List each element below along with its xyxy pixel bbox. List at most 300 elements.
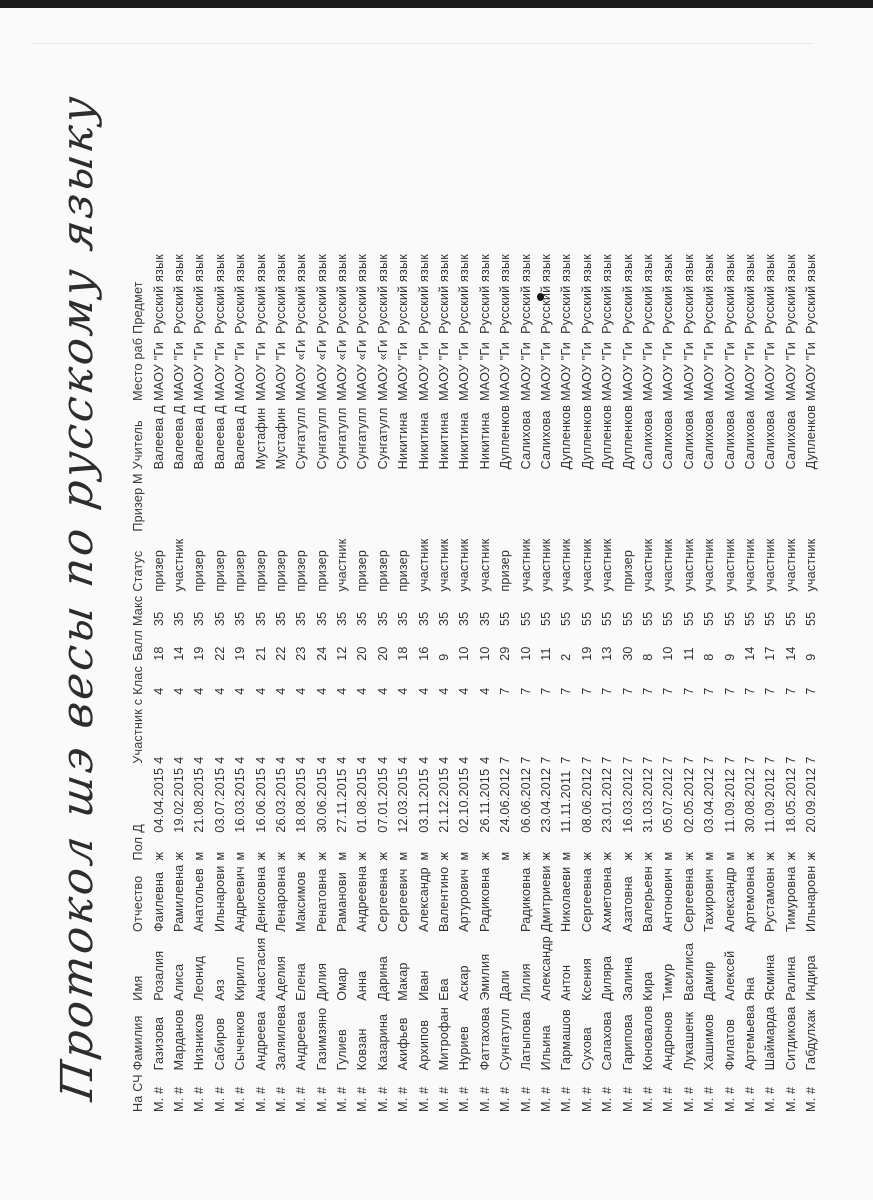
table-cell: Яна bbox=[742, 977, 757, 1001]
table-cell: Залина bbox=[620, 956, 635, 1001]
table-cell: участник bbox=[640, 538, 655, 592]
table-cell: МАОУ "Ги bbox=[212, 342, 227, 401]
table-row bbox=[454, 250, 474, 1114]
table-cell: Русский язык bbox=[539, 254, 553, 334]
table-cell: Филатов bbox=[722, 1018, 737, 1071]
table-cell: Сабиров bbox=[212, 1017, 227, 1071]
table-cell: Русский язык bbox=[498, 254, 513, 334]
table-cell: М. # bbox=[477, 1086, 492, 1112]
table-cell: призер bbox=[314, 549, 329, 592]
table-cell: участник bbox=[681, 538, 696, 592]
table-cell: Ралина bbox=[783, 956, 798, 1001]
table-cell: 9 bbox=[722, 653, 737, 661]
table-row bbox=[658, 250, 678, 1114]
table-cell: призер bbox=[355, 549, 370, 592]
table-cell: Дмитриеви bbox=[539, 865, 553, 932]
table-cell: Русский язык bbox=[253, 254, 268, 334]
table-cell: Индира bbox=[804, 955, 819, 1001]
table-cell: 4 bbox=[233, 756, 248, 764]
table-cell: 4 bbox=[355, 756, 370, 764]
table-cell: участник bbox=[477, 538, 492, 592]
table-cell: 7 bbox=[620, 687, 635, 695]
table-cell: МАОУ "Ги bbox=[477, 342, 492, 401]
table-cell: призер bbox=[375, 549, 390, 592]
table-cell: 9 bbox=[804, 653, 819, 661]
table-cell: МАОУ «Ги bbox=[294, 339, 309, 401]
table-cell: 7 bbox=[539, 687, 553, 695]
table-cell: ж bbox=[375, 851, 390, 861]
table-cell: М. # bbox=[681, 1086, 696, 1112]
table-cell: М. # bbox=[314, 1086, 329, 1112]
table-cell bbox=[515, 471, 535, 533]
table-cell: Русский язык bbox=[192, 254, 207, 334]
table-cell bbox=[781, 471, 801, 533]
table-cell: 55 bbox=[661, 611, 676, 627]
table-cell: М. # bbox=[742, 1086, 757, 1112]
table-cell: МАОУ "Ги bbox=[702, 342, 717, 401]
table-cell: Андреевна bbox=[355, 865, 370, 932]
table-row bbox=[373, 250, 393, 1114]
table-row bbox=[515, 250, 535, 1114]
table-row bbox=[230, 250, 250, 1114]
table-cell: 12 bbox=[335, 646, 350, 661]
table-cell: Гарипова bbox=[620, 1014, 635, 1071]
table-row bbox=[169, 250, 189, 1114]
table-cell: м bbox=[559, 851, 574, 861]
table-cell: 20 bbox=[355, 646, 370, 661]
table-cell: Валеева Д bbox=[171, 405, 186, 470]
table-cell: Никитина bbox=[457, 412, 472, 470]
table-cell: 14 bbox=[783, 646, 798, 661]
table-cell: м bbox=[335, 851, 350, 861]
table-cell: 16.03.2015 bbox=[233, 767, 248, 833]
table-row bbox=[189, 250, 209, 1114]
table-cell: призер bbox=[151, 549, 166, 592]
table-cell: Салихова bbox=[763, 410, 778, 470]
table-row bbox=[475, 250, 495, 1114]
table-cell: 7 bbox=[742, 687, 757, 695]
table-cell: 18 bbox=[396, 646, 411, 661]
table-cell: 27.11.2015 bbox=[335, 768, 350, 833]
table-cell: 4 bbox=[375, 756, 390, 764]
table-cell: 02.10.2015 bbox=[457, 767, 472, 833]
table-cell: Ковзан bbox=[355, 1028, 370, 1071]
table-cell: Русский язык bbox=[314, 254, 329, 334]
table-cell: Русский язык bbox=[212, 254, 227, 334]
table-cell bbox=[291, 471, 311, 533]
table-cell: Русский язык bbox=[742, 254, 757, 334]
table-cell: Василиса bbox=[681, 942, 696, 1001]
table-cell: М. # bbox=[763, 1086, 778, 1112]
column-header: Макс bbox=[131, 595, 146, 627]
table-cell: Анастасия bbox=[253, 937, 268, 1001]
table-cell: ж bbox=[640, 851, 655, 861]
table-cell: 7 bbox=[783, 756, 798, 764]
table-cell bbox=[169, 471, 189, 533]
table-cell: МАОУ "Ги bbox=[579, 342, 594, 401]
table-cell: Аяз bbox=[212, 979, 227, 1001]
table-cell: 16.03.2012 bbox=[620, 767, 635, 833]
table-cell: МАОУ «Ги bbox=[335, 339, 350, 401]
table-cell: 35 bbox=[375, 611, 390, 627]
table-cell: 23.01.2012 bbox=[600, 767, 615, 833]
table-cell: Дупленков bbox=[600, 404, 615, 470]
table-cell: м bbox=[192, 851, 207, 861]
table-cell: 20 bbox=[375, 646, 390, 661]
column-header: Фамилия bbox=[131, 1015, 146, 1071]
table-cell: Салихова bbox=[681, 410, 696, 470]
table-row bbox=[638, 250, 658, 1114]
table-cell: Андронов bbox=[661, 1011, 676, 1071]
table-cell: призер bbox=[273, 549, 288, 592]
table-row bbox=[495, 250, 515, 1114]
table-cell: МАОУ "Ги bbox=[233, 342, 248, 401]
table-cell: 05.07.2012 bbox=[661, 767, 676, 833]
table-cell bbox=[373, 471, 393, 533]
table-cell: участник bbox=[742, 538, 757, 592]
table-cell: участник bbox=[518, 538, 533, 592]
table-cell bbox=[393, 471, 413, 533]
table-cell: Русский язык bbox=[620, 254, 635, 334]
table-row bbox=[352, 250, 372, 1114]
table-cell: участник bbox=[457, 538, 472, 592]
table-cell: 10 bbox=[477, 646, 492, 661]
table-cell: Русский язык bbox=[600, 254, 615, 334]
table-cell: М. # bbox=[600, 1086, 615, 1112]
table-cell: Лилия bbox=[518, 963, 533, 1001]
table-row bbox=[413, 250, 433, 1114]
table-cell: Артурович bbox=[457, 868, 472, 932]
table-cell: Русский язык bbox=[661, 254, 676, 334]
table-cell: 04.04.2015 bbox=[151, 767, 166, 833]
table-cell: 35 bbox=[253, 611, 268, 627]
table-cell: 7 bbox=[702, 687, 717, 695]
table-cell: 7 bbox=[783, 687, 798, 695]
table-cell: Ахметовна bbox=[600, 866, 615, 932]
table-cell: м bbox=[212, 851, 227, 861]
table-cell: М. # bbox=[171, 1086, 186, 1112]
table-cell: 7 bbox=[498, 756, 513, 764]
table-cell: Антонович bbox=[661, 867, 676, 932]
table-cell: Денисовна bbox=[253, 866, 268, 932]
table-cell: МАОУ "Ги bbox=[437, 342, 452, 401]
table-row bbox=[760, 250, 780, 1114]
table-cell: Русский язык bbox=[375, 254, 390, 334]
table-cell bbox=[352, 471, 372, 533]
table-cell: М. # bbox=[437, 1086, 452, 1112]
table-cell: 35 bbox=[151, 611, 166, 627]
table-cell: М. # bbox=[539, 1086, 553, 1112]
column-header: Клас bbox=[131, 666, 146, 695]
table-cell: МАОУ "Ги bbox=[722, 342, 737, 401]
table-cell: Валеева Д bbox=[212, 405, 227, 470]
table-cell: 9 bbox=[437, 653, 452, 661]
table-cell bbox=[699, 471, 719, 533]
table-cell: 7 bbox=[620, 756, 635, 764]
table-cell bbox=[679, 471, 699, 533]
table-cell: 35 bbox=[355, 611, 370, 627]
table-cell: М. # bbox=[518, 1086, 533, 1112]
table-cell: М. # bbox=[783, 1086, 798, 1112]
table-cell: Тахирович bbox=[702, 868, 717, 932]
column-header: Балл bbox=[131, 630, 146, 661]
table-cell: 4 bbox=[212, 687, 227, 695]
table-cell: 7 bbox=[804, 687, 819, 695]
table-cell: М. # bbox=[498, 1086, 513, 1112]
table-cell: ж bbox=[437, 851, 452, 861]
table-cell: 4 bbox=[253, 687, 268, 695]
table-cell: участник bbox=[804, 538, 819, 592]
table-cell: Андреева bbox=[294, 1011, 309, 1071]
table-row bbox=[210, 250, 230, 1114]
table-cell: МАОУ "Ги bbox=[151, 342, 166, 401]
table-cell: 7 bbox=[559, 687, 574, 695]
table-cell: 4 bbox=[375, 687, 390, 695]
table-cell: Сунгатулл bbox=[294, 407, 309, 470]
table-cell: 4 bbox=[396, 687, 411, 695]
table-cell: 19 bbox=[192, 646, 207, 661]
table-cell: М. # bbox=[640, 1086, 655, 1112]
table-cell: Иван bbox=[416, 970, 431, 1001]
table-cell bbox=[475, 471, 495, 533]
table-cell: ж bbox=[294, 851, 309, 861]
table-cell: Русский язык bbox=[335, 254, 350, 334]
table-cell: Ясмина bbox=[763, 954, 778, 1001]
table-cell: Хашимов bbox=[702, 1014, 717, 1071]
table-cell: 2 bbox=[559, 653, 574, 661]
table-cell: 7 bbox=[518, 687, 533, 695]
table-cell: участник bbox=[437, 538, 452, 592]
table-cell: 10 bbox=[518, 646, 533, 661]
table-cell: 4 bbox=[437, 756, 452, 764]
table-cell: ж bbox=[539, 851, 553, 861]
table-cell: 55 bbox=[640, 611, 655, 627]
table-cell: 10 bbox=[661, 646, 676, 661]
table-cell: м bbox=[661, 851, 676, 861]
table-cell bbox=[250, 471, 270, 533]
table-cell: 7 bbox=[518, 756, 533, 764]
table-cell: 35 bbox=[416, 611, 431, 627]
table-cell: 4 bbox=[171, 756, 186, 764]
table-cell: 26.03.2015 bbox=[273, 767, 288, 833]
table-cell: Аскар bbox=[457, 965, 472, 1001]
table-cell: МАОУ "Ги bbox=[457, 342, 472, 401]
table-cell: 18.08.2015 bbox=[294, 767, 309, 833]
table-cell: 7 bbox=[722, 687, 737, 695]
table-cell: 7 bbox=[763, 687, 778, 695]
table-row bbox=[250, 250, 270, 1114]
table-cell: Ситдикова bbox=[783, 1006, 798, 1071]
table-cell: Андреевич bbox=[233, 866, 248, 932]
table-cell: 14 bbox=[171, 646, 186, 661]
table-cell: МАОУ "Ги bbox=[804, 342, 819, 401]
table-cell: Русский язык bbox=[396, 254, 411, 334]
table-cell: Валеева Д bbox=[233, 405, 248, 470]
table-cell: Русский язык bbox=[702, 254, 717, 334]
table-cell: Никитина bbox=[416, 412, 431, 470]
table-cell: 21.12.2015 bbox=[437, 767, 452, 833]
table-cell: участник bbox=[559, 538, 574, 592]
table-cell bbox=[189, 471, 209, 533]
table-cell: 35 bbox=[314, 611, 329, 627]
table-cell: МАОУ "Ги bbox=[640, 342, 655, 401]
table-cell: 8 bbox=[702, 653, 717, 661]
table-row bbox=[556, 250, 576, 1114]
table-cell: Русский язык bbox=[722, 254, 737, 334]
table-cell: МАОУ "Ги bbox=[539, 342, 553, 401]
table-cell: Гармашов bbox=[559, 1009, 574, 1071]
table-cell: 11 bbox=[539, 647, 553, 661]
table-cell bbox=[556, 471, 576, 533]
table-cell: Кирилл bbox=[233, 956, 248, 1001]
table-cell: М. # bbox=[416, 1086, 431, 1112]
table-cell: м bbox=[457, 851, 472, 861]
table-cell: участник bbox=[722, 538, 737, 592]
table-cell: М. # bbox=[212, 1086, 227, 1112]
table-cell: 4 bbox=[151, 687, 166, 695]
table-cell: 16 bbox=[416, 646, 431, 661]
table-cell: МАОУ "Ги bbox=[273, 342, 288, 401]
table-cell: 4 bbox=[477, 687, 492, 695]
table-cell: Сергеевна bbox=[681, 868, 696, 932]
table-row bbox=[271, 250, 291, 1114]
table-cell: 4 bbox=[355, 687, 370, 695]
table-cell bbox=[312, 471, 332, 533]
table-cell: Габдулхак bbox=[804, 1009, 819, 1071]
table-cell: 4 bbox=[335, 756, 350, 764]
table-cell: М. # bbox=[661, 1086, 676, 1112]
table-row bbox=[781, 250, 801, 1114]
table-cell: 7 bbox=[722, 756, 737, 764]
table-cell: Раманови bbox=[335, 872, 350, 932]
table-cell: 4 bbox=[416, 687, 431, 695]
table-cell bbox=[271, 471, 291, 533]
table-cell: Архипов bbox=[416, 1019, 431, 1071]
table-cell: 4 bbox=[314, 687, 329, 695]
table-cell: участник bbox=[579, 538, 594, 592]
table-cell: Русский язык bbox=[457, 254, 472, 334]
table-cell: Салихова bbox=[661, 410, 676, 470]
table-cell: М. # bbox=[620, 1086, 635, 1112]
table-cell: 7 bbox=[579, 756, 594, 764]
table-cell: Дупленков bbox=[620, 404, 635, 470]
table-cell: Ильнаровн bbox=[804, 865, 819, 932]
column-header: Д bbox=[131, 824, 146, 833]
table-cell: 11.09.2012 bbox=[763, 768, 778, 833]
table-cell: 17 bbox=[763, 646, 778, 661]
table-cell: 12.03.2015 bbox=[396, 767, 411, 833]
table-cell: Дупленков bbox=[804, 404, 819, 470]
column-header: Пол bbox=[131, 836, 146, 861]
table-cell: Дамир bbox=[702, 961, 717, 1001]
table-cell: М. # bbox=[722, 1086, 737, 1112]
table-cell: Русский язык bbox=[681, 254, 696, 334]
table-cell: ж bbox=[620, 851, 635, 861]
table-cell: 4 bbox=[192, 687, 207, 695]
table-cell: Валентино bbox=[437, 866, 452, 932]
table-cell: 4 bbox=[294, 687, 309, 695]
table-row bbox=[679, 250, 699, 1114]
table-cell: 55 bbox=[620, 611, 635, 627]
table-cell: 4 bbox=[396, 756, 411, 764]
table-cell: 7 bbox=[702, 756, 717, 764]
table-cell: Дупленков bbox=[559, 404, 574, 470]
table-cell: 30 bbox=[620, 646, 635, 661]
table-cell bbox=[434, 471, 454, 533]
table-cell: М. # bbox=[273, 1086, 288, 1112]
table-cell: 55 bbox=[539, 611, 553, 627]
table-cell: 19 bbox=[233, 646, 248, 661]
table-cell: 7 bbox=[661, 687, 676, 695]
table-cell: Дали bbox=[498, 970, 513, 1001]
table-cell: 30.08.2012 bbox=[742, 767, 757, 833]
table-cell: ж bbox=[742, 851, 757, 861]
table-row bbox=[332, 250, 352, 1114]
table-cell: 35 bbox=[437, 611, 452, 627]
table-cell: 21 bbox=[253, 646, 268, 661]
table-cell: Сунгатулл bbox=[314, 407, 329, 470]
table-cell: Анатольев bbox=[192, 868, 207, 932]
table-cell: М. # bbox=[355, 1086, 370, 1112]
table-cell: Максимов bbox=[294, 871, 309, 932]
table-cell: 4 bbox=[171, 687, 186, 695]
table-cell: Андреева bbox=[253, 1011, 268, 1071]
table-cell: 35 bbox=[457, 611, 472, 627]
table-row bbox=[312, 250, 332, 1114]
table-cell: ж bbox=[273, 851, 288, 861]
table-cell: Газимзяно bbox=[314, 1007, 329, 1071]
table-cell: Ева bbox=[437, 978, 452, 1001]
table-cell: 4 bbox=[294, 756, 309, 764]
header-row bbox=[128, 250, 148, 1114]
table-cell: Салахова bbox=[600, 1011, 615, 1071]
table-cell: 14 bbox=[742, 646, 757, 661]
table-cell: 4 bbox=[192, 756, 207, 764]
table-cell: МАОУ "Ги bbox=[396, 342, 411, 401]
table-cell: ж bbox=[171, 851, 186, 861]
table-cell: 31.03.2012 bbox=[640, 767, 655, 833]
table-cell: 8 bbox=[640, 653, 655, 661]
table-cell: Радиковна bbox=[477, 867, 492, 932]
table-cell: Лукашенк bbox=[681, 1011, 696, 1071]
table-cell: Фаттахова bbox=[477, 1007, 492, 1071]
table-cell: ж bbox=[600, 851, 615, 861]
table-cell: Аделия bbox=[273, 956, 288, 1001]
table-cell: 4 bbox=[457, 756, 472, 764]
table-cell: 55 bbox=[722, 611, 737, 627]
table-cell: 11 bbox=[681, 647, 696, 661]
table-cell: М. # bbox=[579, 1086, 594, 1112]
table-cell: ж bbox=[681, 851, 696, 861]
table-cell: МАОУ "Ги bbox=[559, 342, 574, 401]
table-cell: Алексей bbox=[722, 950, 737, 1001]
table-cell: 18.05.2012 bbox=[783, 767, 798, 833]
table-cell: Русский язык bbox=[763, 254, 778, 334]
table-cell: Газизова bbox=[151, 1016, 166, 1071]
table-cell: Русский язык bbox=[783, 254, 798, 334]
table-cell: Ленаровна bbox=[273, 866, 288, 932]
table-cell: 4 bbox=[212, 756, 227, 764]
table-cell: призер bbox=[620, 549, 635, 592]
table-cell: 21.08.2015 bbox=[192, 767, 207, 833]
table-cell: Митрофан bbox=[437, 1007, 452, 1071]
table-cell: Салихова bbox=[640, 410, 655, 470]
table-cell: 26.11.2015 bbox=[477, 768, 492, 833]
table-cell: 35 bbox=[273, 611, 288, 627]
table-cell: МАОУ "Ги bbox=[171, 342, 186, 401]
column-header: Призер М bbox=[131, 473, 146, 532]
table-row bbox=[719, 250, 739, 1114]
